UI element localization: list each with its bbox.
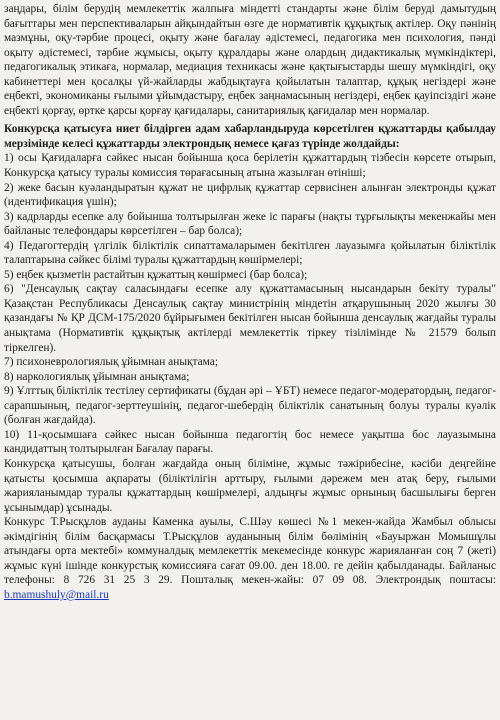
documents-list xyxy=(4,151,496,456)
contact-paragraph xyxy=(4,515,496,602)
document-item: 1) осы Қағидаларға сәйкес нысан бойынша қоса берілетін құжаттардың тізбесін көрсете отырып, Конкурсқа қатысу туралы комиссия төрағасының атына жазылған өтініші; xyxy=(4,152,496,180)
documents-heading: Конкурсқа қатысуға ниет білдірген адам хабарландыруда көрсетілген құжаттарды қабылдау мерзімінде келесі құжаттарды электрондық немесе қағаз түрінде жолдайды: xyxy=(4,123,496,150)
document-item: 10) 11-қосымшаға сәйкес нысан бойынша педагогтің бос немесе уақытша бос лауазымына кандидаттың толтырылған Бағалау парағы. xyxy=(4,428,496,456)
document-item: 4) Педагогтердің үлгілік біліктілік сипаттамаларымен бекітілген лауазымға қойылатын біліктілік талаптарына сәйкес білімі туралы құжаттардың көшірмелері; xyxy=(4,239,496,267)
intro-paragraph: заңдары, білім берудің мемлекеттік жалпыға міндетті стандарты және білім беруді дамытудың бағыттары мен перспективаларын айқындайтын өзге де нормативтік құқықтық актілер. Оқу пәнінің мазмұны, оқу-тәрбие процесі, оқыту және бағалау әдістемесі, педагогика мен психология, пәнді оқыту әдістемесі, тәрбие жұмысы, оқыту құралдары және олардың дидактикалық мүмкіндіктері, педагогикалық этикаға, нормалар, медиация техникасы және қақтығыстарды шешу мүмкіндігі, оқу кабинеттері мен қосалқы үй-жайларды жабдықтауға қойылатын талаптар, құқық негіздері және еңбекті, экономиканы ғылыми ұйымдастыру, еңбек заңнамасының негіздері, еңбек қауіпсіздігі және еңбекті қорғау, өртке қарсы қорғау қағидалары, санитариялық қағидалар мен нормалар. xyxy=(4,3,496,117)
document-item: 8) наркологиялық ұйымнан анықтама; xyxy=(4,370,190,383)
document-item: 5) еңбек қызметін растайтын құжаттың көшірмесі (бар болса); xyxy=(4,268,308,281)
additional-info-paragraph: Конкурсқа қатысушы, болған жағдайда оның біліміне, жұмыс тәжірибесіне, кәсіби деңгейіне қатысты қосымша ақпараты (біліктілігін арттыру, ғылыми дәрежем мен атақ беру, ғылыми жарияланымдар туралы құжаттардың көшірмелері, алдыңғы жұмыс орнының басшылығы берген ұсынымдар) ұсынады. xyxy=(4,457,496,514)
document-item: 7) психоневрологиялық ұйымнан анықтама; xyxy=(4,356,219,369)
document-item: 6) "Денсаулық сақтау саласындағы есепке алу құжаттамасының нысандарын бекіту туралы" Қазақстан Республикасы Денсаулық сақтау министрінің міндетін атқарушының 2020 жылғы 30 қазандағы № ҚР ДСМ-175/2020 бұйрығымен бекітілген нысан бойынша денсаулық жағдайы туралы анықтама (Нормативтік құқықтық актілерді мемлекеттік тіркеу тізілімінде № 21579 болып тіркелген). xyxy=(4,283,496,354)
document-item: 3) кадрларды есепке алу бойынша толтырылған жеке іс парағы (нақты тұрғылықты мекенжайы мен байланыс телефондары көрсетілген – бар болса); xyxy=(4,210,496,238)
document-item: 2) жеке басын куәландыратын құжат не цифрлық құжаттар сервисінен алынған электронды құжат (идентификация үшін); xyxy=(4,181,496,209)
email-link[interactable]: b.mamushuly@mail.ru xyxy=(4,588,109,601)
contact-text: Конкурс Т.Рысқұлов ауданы Каменка ауылы, С.Шәу көшесі №1 мекен-жайда Жамбыл облысы әкімдігінің білім басқармасы Т.Рысқұлов ауданының білім бөлімінің «Бауыржан Момышұлы атындағы орта мектебі» коммуналдық мемлекеттік мекемесінде конкурс жарияланған соң 7 (жеті) жұмыс күні ішінде конкурстық комиссияға сағат 09.00. ден 18.00. ге дейін қабылданады. Байланыс телефоны: 8 726 31 25 3 29. Пошталық мекен-жайы: 07 09 08. Электрондық поштасы: xyxy=(4,516,496,587)
document-item: 9) Ұлттық біліктілік тестілеу сертификаты (бұдан әрі – ҰБТ) немесе педагог-модератордың, педагог-сарапшының, педагог-зерттеушінің, педагог-шебердің біліктілік санатының болуы туралы куәлік (болған жағдайда). xyxy=(4,385,496,427)
